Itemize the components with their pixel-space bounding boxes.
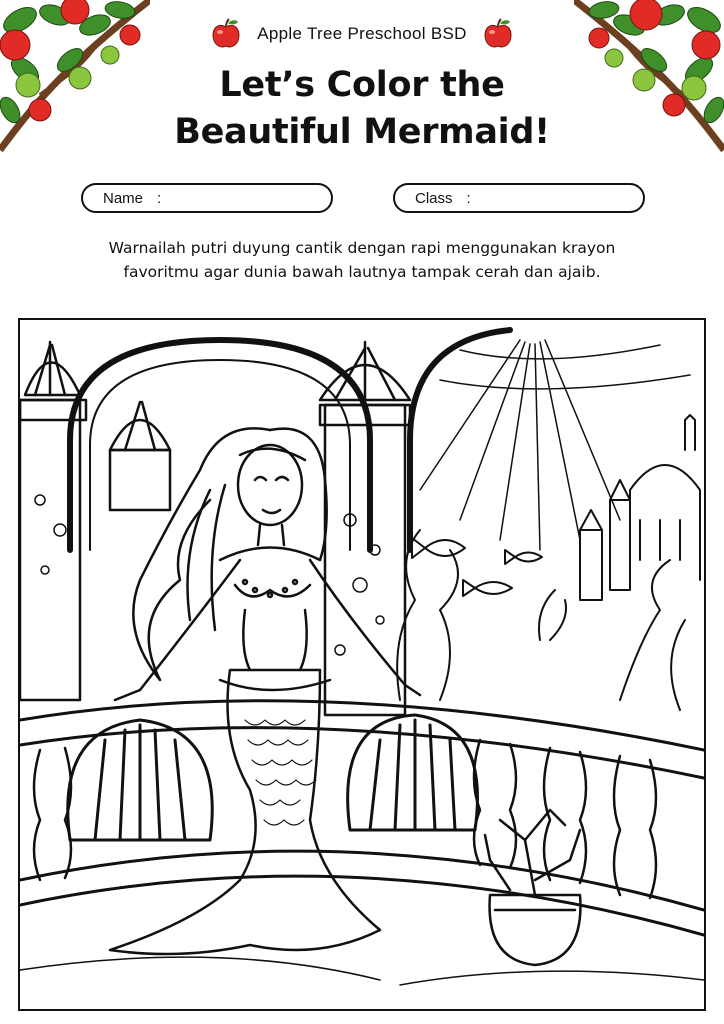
coloring-area[interactable] bbox=[18, 318, 706, 1011]
class-field[interactable] bbox=[393, 183, 645, 213]
title-line-2: Beautiful Mermaid! bbox=[174, 112, 550, 152]
name-field[interactable] bbox=[81, 183, 333, 213]
instruction-line-2: favoritmu agar dunia bawah lautnya tampak cerah dan ajaib. bbox=[123, 263, 601, 281]
mermaid-coloring-illustration bbox=[20, 320, 704, 1009]
name-separator: : bbox=[157, 189, 162, 207]
class-label: Class bbox=[415, 189, 453, 207]
apple-icon bbox=[211, 18, 241, 50]
instruction-line-1: Warnailah putri duyung cantik dengan rapi menggunakan krayon bbox=[108, 239, 616, 257]
name-label: Name bbox=[103, 189, 144, 207]
instruction-text bbox=[60, 236, 664, 284]
page-title bbox=[0, 62, 724, 156]
school-name: Apple Tree Preschool BSD bbox=[257, 24, 467, 43]
class-separator: : bbox=[466, 189, 471, 207]
school-header bbox=[0, 18, 724, 50]
apple-icon bbox=[483, 18, 513, 50]
title-line-1: Let’s Color the bbox=[219, 65, 505, 105]
